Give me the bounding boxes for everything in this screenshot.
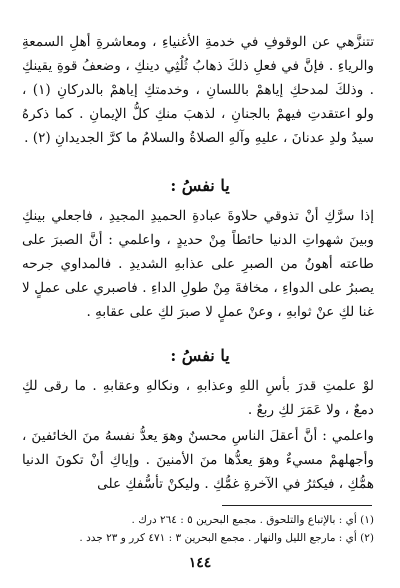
section-heading-2: يا نفسُ : — [170, 346, 230, 365]
footnote-divider — [222, 505, 372, 506]
page-number: ١٤٤ — [188, 555, 212, 571]
footnote-2: (٢) أي : مارجع الليل والنهار . مجمع البحرين ٣ : ٤٧١ كرر و ٢٣ جدد . — [79, 532, 374, 544]
footnote-1: (١) أي : بالإتباع والتلحوق . مجمع البحرين ٥ : ٢٦٤ درك . — [131, 514, 374, 526]
section-heading-1: يا نفسُ : — [170, 176, 230, 195]
paragraph-2: إذا سرَّكِ أنْ تذوقي حلاوةَ عبادةِ الحميدِ المجيدِ ، فاجعلي بينكِ وبينَ شهواتِ الدنيا حائطاً مِنْ حديدٍ ، واعلمي : أنَّ الصبرَ على طاعته أهونُ من الصبرِ على عذابهِ الشديدِ . فالمداوي جرحه يصبرُ على الدواءِ ، مخافةَ مِنْ طولِ الداءِ . فاصبري على عملٍ لا غنا لكِ عنْ ثوابهِ ، وعنْ عملٍ لا صبرَ لكِ على عقابهِ . — [22, 208, 374, 320]
paragraph-3: لوْ علمتِ قدرَ بأسِ اللهِ وعذابهِ ، ونكالهِ وعقابهِ . ما رقى لكِ دمعٌ ، ولا عَمَرَ لكِ ربعٌ . — [22, 378, 374, 418]
paragraph-1: تتنزَّهي عن الوقوفِ في خدمةِ الأغنياءِ ، ومعاشرةِ أهلِ السمعةِ والرياءِ . فإنَّ في فعلِ ذلكَ ذهابُ ثُلُثِي دينكِ ، وضعفُ قوةِ يقينكِ . وذلكَ لمدحكِ إياهمْ باللسانِ ، وخدمتكِ إياهمْ بالدركانِ (١) ، ولو اعتقدتِ فيهمْ بالجنانِ ، لذهبَ منكِ كلُّ الإيمانِ . كما ذكرهُ سيدُ ولدِ عدنانَ ، عليهِ وآلهِ الصلاةُ والسلامُ ما كرَّ الجديدانِ (٢) . — [22, 34, 374, 146]
paragraph-4: واعلمي : أنَّ أعقلَ الناسِ محسنٌ وهوَ يعدُّ نفسهُ منَ الخائفينَ ، وأجهلهمْ مسيءٌ وهوَ يعدُّها منَ الأمنينَ . وإياكِ أنْ تكونَ الدنيا همُّكِ ، فيكثرُ في الآخرةِ غمُّكِ . وليكنْ تأسُّفكِ على — [22, 428, 374, 492]
